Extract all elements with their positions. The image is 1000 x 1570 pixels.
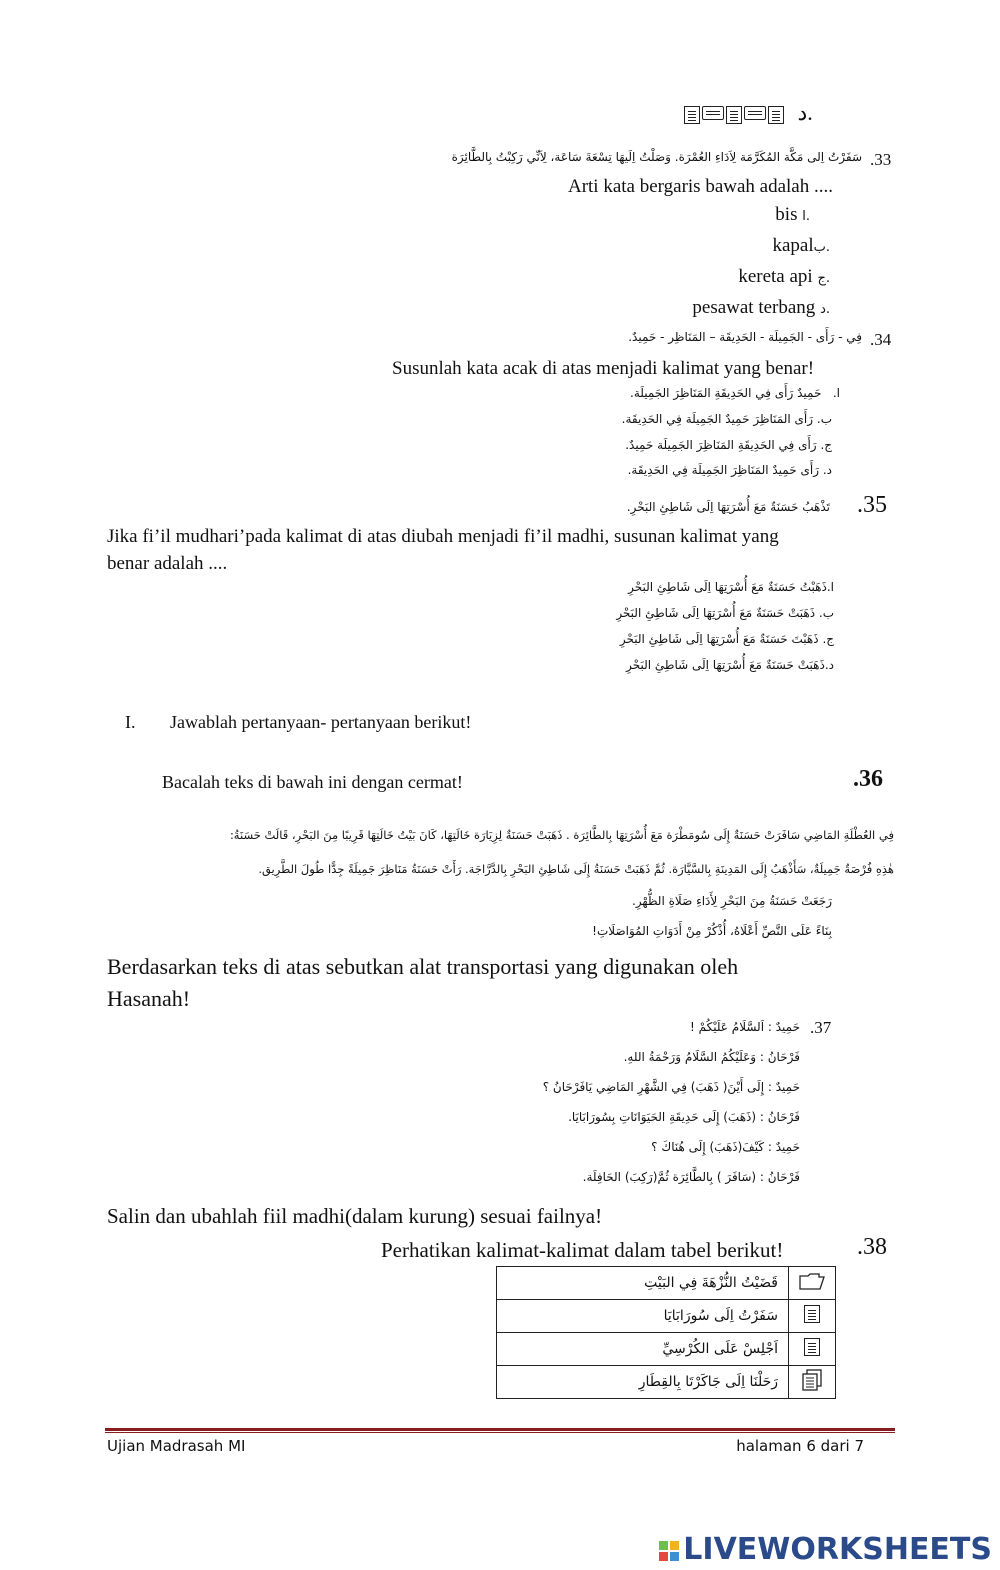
table-cell-text: اَجْلِسْ عَلَى الكُرْسِيِّ [497,1333,789,1366]
footer-left: Ujian Madrasah MI [107,1437,246,1455]
q35-number: .35 [857,492,887,518]
liveworksheets-brand [659,1532,992,1567]
q35-question-line2: benar adalah .... [107,553,228,574]
option-letter: ب. [818,606,834,620]
table-row [497,1333,836,1366]
option-letter: ا. [802,209,810,224]
q38-instruction: Perhatikan kalimat-kalimat dalam tabel berikut! [381,1238,784,1262]
notepad-icon [804,1338,820,1356]
document-icon [804,1305,820,1323]
q33-option-d[interactable] [692,297,830,319]
option-text: رَأَى فِي الحَدِيقَةِ المَنَاظِرَ الجَمِيلَة حَمِيدٌ. [625,438,817,452]
option-letter: ب. [813,240,830,255]
q36-question-line2: Hasanah! [107,986,191,1011]
q35-option-c[interactable] [620,632,834,646]
q37-dialog-line6: فَرْحَانُ : (سَافَرَ ) بِالطَّائِرَة ثُمَّ(رَكِبَ) الحَافِلَة. [582,1170,800,1184]
q33-option-a[interactable] [775,204,810,226]
q36-number: .36 [853,766,883,792]
q36-instruction: Bacalah teks di bawah ini dengan cermat! [162,772,463,792]
documents-icon [768,106,784,124]
liveworksheets-logo-icon [659,1541,679,1561]
table-row [497,1366,836,1399]
q33-arabic: سَفَرْتُ اِلى مَكَّة المُكَرَّمَة لِاَدَاءِ العُمْرَة. وَصَلْتُ اِلَيهَا تِسْعَةَ سَاعَة، لِاَنِّي رَكِبْتُ بِالطَّائِرَة [451,150,862,164]
footer-right: halaman 6 dari 7 [736,1437,864,1455]
folder-icon [799,1272,825,1290]
q32-icon-sequence [684,106,784,124]
q33-option-c[interactable] [738,266,830,288]
q35-question-line1: Jika fi’il mudhari’pada kalimat di atas diubah menjadi fi’il madhi, susunan kalimat yang [107,526,779,547]
q36-text-line2: هٰذِهِ فُرْصَةٌ جَمِيلَةٌ، سَأَذْهَبُ إِلَى المَدِينَةِ بِالسَّيَّارَة. ثُمَّ ذَهَبَتْ حَسَنَةُ إِلَى شَاطِئِ البَحْرِ بِالدَّرَّاجَة. رَأَتْ حَسَنَةُ مَنَاظِرَ جَمِيلَةً جِدًّا طُولَ الطَّرِيق. [258,862,894,876]
section-title: Jawablah pertanyaan- pertanyaan berikut! [170,712,472,732]
option-text: رَأَى المَنَاظِرَ حَمِيدٌ الجَمِيلَة فِي الحَدِيقَة. [621,412,814,426]
q36-question-line1: Berdasarkan teks di atas sebutkan alat transportasi yang digunakan oleh [107,954,739,979]
q34-option-d[interactable] [628,463,832,477]
q36-text-line1: فِي العُطْلَةِ المَاضِي سَافَرَتْ حَسَنَةٌ إِلَى سُومَطْرَة مَعَ أُسْرَتِهَا بِالطَّائِرَة . ذَهَبَتْ حَسَنَةٌ لِزِيَارَة خَالَتِهَا، كَانَ بَيْتُ خَالَتِهَا قَرِيبًا مِنَ البَحْرِ، قَالَتْ حَسَنَةُ: [229,828,894,842]
document-icon [684,106,700,124]
table-row [497,1267,836,1300]
q32-option-d-letter: د. [797,100,813,125]
footer-divider-thin [105,1432,895,1433]
q37-dialog-line4: فَرْحَانُ : (ذَهَبَ) إِلَى حَدِيقَةِ الحَيَوَانَاتِ بِسُورَابَايَا. [568,1110,800,1124]
table-cell-icon [789,1267,836,1300]
option-letter: د. [820,302,830,317]
option-letter: ج. [817,271,830,286]
option-text: ذَهَبْتُ حَسَنَةٌ مَعَ أُسْرَتِهَا اِلَى شَاطِئِ البَحْرِ [628,580,827,594]
option-text: kereta api [738,266,813,287]
q35-option-b[interactable] [616,606,834,620]
option-letter: ا. [826,580,834,594]
option-letter: ب. [816,412,832,426]
q37-dialog-line3: حَمِيدٌ : إِلَى أَيْنَ( ذَهَبَ) فِي الشَّهْرِ المَاضِي يَافَرْحَانُ ؟ [542,1080,800,1094]
q34-option-b[interactable] [622,412,832,426]
q36-text-line3: رَجَعَتْ حَسَنَةُ مِنَ البَحْرِ لِأَدَاءِ صَلَاةِ الظُّهْرِ. [632,894,832,908]
table-cell-icon [789,1300,836,1333]
q34-arabic: فِي - رَأَى - الجَمِيلَة - الحَدِيقَة – المَنَاظِر - حَمِيدٌ. [628,330,862,344]
q34-option-a[interactable] [630,386,840,400]
mailbox-icon [744,106,766,120]
option-letter: ج. [820,438,832,452]
option-text: ذَهَبَتْ حَسَنَةٌ مَعَ أُسْرَتِهَا اِلَى شَاطِئِ البَحْرِ [626,658,825,672]
q37-dialog-line5: حَمِيدٌ : كَيْفَ(ذَهَبَ) إِلَى هُنَاكَ ؟ [651,1140,800,1154]
q33-question: Arti kata bergaris bawah adalah .... [567,176,833,197]
option-text: حَمِيدٌ رَأَى فِي الحَدِيقَةِ المَنَاظِرَ الجَمِيلَة. [630,386,822,400]
option-letter: ج. [822,632,834,646]
table-row [497,1300,836,1333]
table-cell-text: سَفَرْتُ اِلَى سُورَابَايَا [497,1300,789,1333]
option-text: bis [775,204,798,225]
q33-option-b[interactable] [772,235,830,257]
documents-icon [801,1369,823,1391]
option-text: ذَهَبْتَ حَسَنَةٌ مَعَ أُسْرَتِهَا اِلَى شَاطِئِ البَحْرِ [619,632,819,646]
q34-question: Susunlah kata acak di atas menjadi kalimat yang benar! [392,358,815,379]
option-letter: ا. [832,386,840,400]
q37-number: .37 [810,1018,832,1037]
option-letter: د. [824,658,834,672]
option-text: pesawat terbang [692,297,816,318]
brand-name: LIVEWORKSHEETS [683,1532,992,1567]
table-cell-icon [789,1366,836,1399]
table-cell-icon [789,1333,836,1366]
q38-table [496,1266,836,1399]
q38-number: .38 [857,1234,887,1260]
table-cell-text: رَحَلْنَا اِلَى جَاكَرْتَا بِالقِطَارِ [497,1366,789,1399]
mailbox-icon [702,106,724,120]
section-numeral: I. [125,712,136,732]
q35-option-a[interactable] [628,580,834,594]
q32-option-d [684,100,813,126]
q37-dialog-line2: فَرْحَانُ : وَعَلَيْكُمُ السَّلَامُ وَرَحْمَةُ اللهِ. [623,1050,800,1064]
q36-text-line4: بِنَاءً عَلَى النَّصِّ أَعْلَاهُ، أُذْكُرْ مِنْ أَدَوَاتِ المُوَاصَلَاتِ! [592,924,832,938]
q37-dialog-line1: حَمِيدٌ : اَلسَّلَامُ عَلَيْكُمْ ! [689,1020,800,1034]
footer-divider [105,1428,895,1431]
option-text: رَأَى حَمِيدٌ المَنَاظِرَ الجَمِيلَة فِي الحَدِيقَة. [627,463,819,477]
option-letter: د. [822,463,832,477]
q34-option-c[interactable] [625,438,832,452]
option-text: kapal [772,235,814,256]
q37-question: Salin dan ubahlah fiil madhi(dalam kurung) sesuai failnya! [107,1204,603,1228]
q35-arabic: تَذْهَبُ حَسَنَةٌ مَعَ أُسْرَتِهَا اِلَى شَاطِئِ البَحْرِ. [626,500,830,514]
q33-number: .33 [870,150,892,169]
document-icon [726,106,742,124]
table-cell-text: قَضَيْتُ النُّزْهَةَ فِي البَيْتِ [497,1267,789,1300]
option-text: ذَهَبَتْ حَسَنَةٌ مَعَ أُسْرَتِهَا اِلَى شَاطِئِ البَحْرِ [616,606,816,620]
q34-number: .34 [870,330,892,349]
q35-option-d[interactable] [626,658,834,672]
